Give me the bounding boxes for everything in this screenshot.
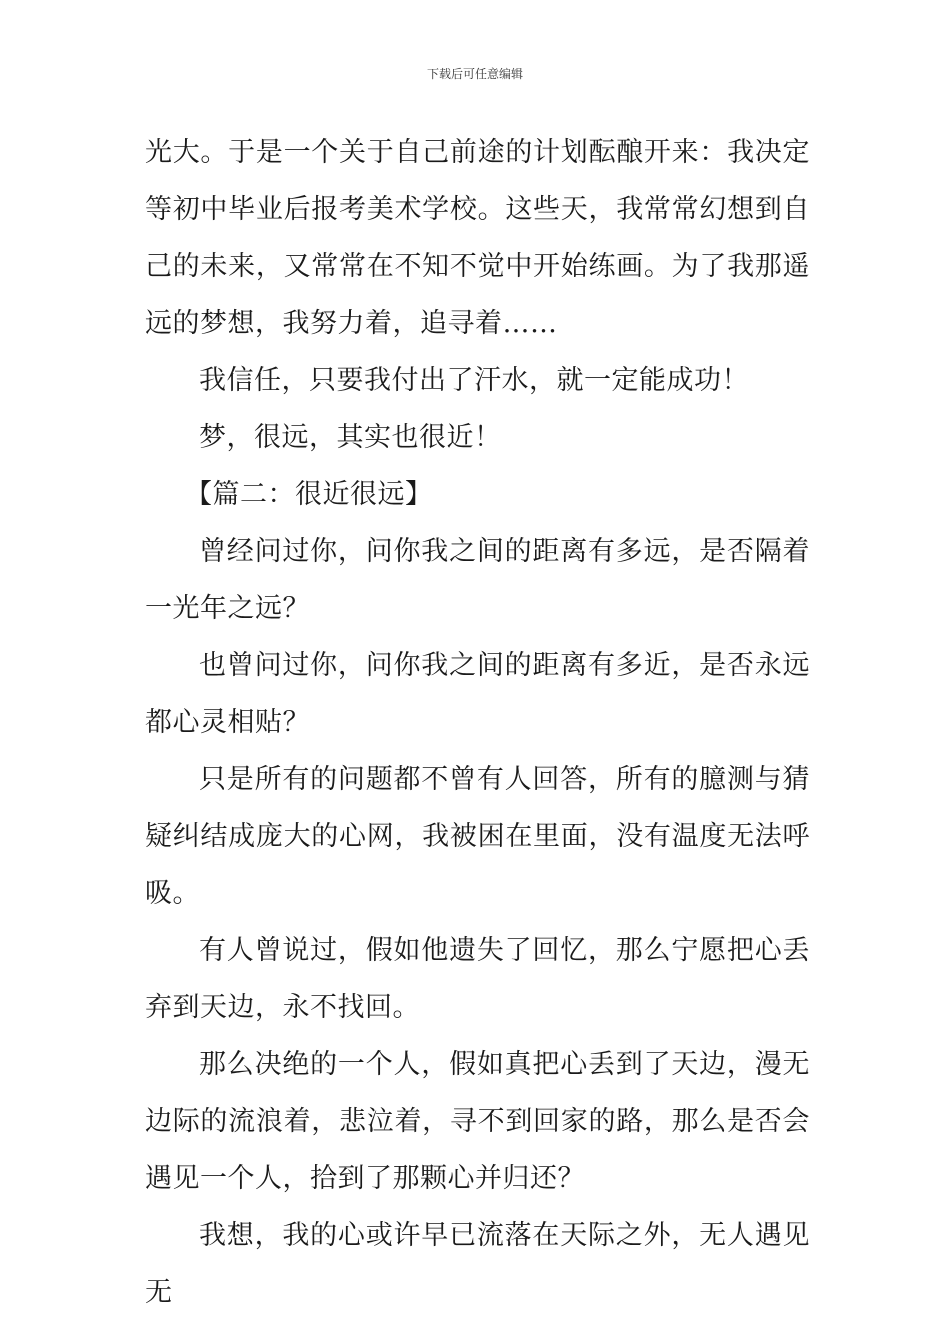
paragraph: 那么决绝的一个人，假如真把心丢到了天边，漫无边际的流浪着，悲泣着，寻不到回家的路，那么是否会遇见一个人，拾到了那颗心并归还？ xyxy=(145,1049,810,1194)
header-note: 下载后可任意编辑 xyxy=(426,67,523,81)
paragraph: 有人曾说过，假如他遗失了回忆，那么宁愿把心丢弃到天边，永不找回。 xyxy=(145,935,810,1023)
paragraph: 我想，我的心或许早已流落在天际之外，无人遇见无 xyxy=(145,1220,810,1308)
paragraph: 梦，很远，其实也很近！ xyxy=(199,422,502,453)
section-heading: 【篇二：很近很远】 xyxy=(185,479,433,510)
paragraph: 也曾问过你，问你我之间的距离有多近，是否永远都心灵相贴？ xyxy=(145,650,810,738)
paragraph: 曾经问过你，问你我之间的距离有多远，是否隔着一光年之远？ xyxy=(145,536,810,624)
paragraph: 我信任，只要我付出了汗水，就一定能成功！ xyxy=(199,365,749,396)
paragraph: 光大。于是一个关于自己前途的计划酝酿开来：我决定等初中毕业后报考美术学校。这些天，我常常幻想到自己的未来，又常常在不知不觉中开始练画。为了我那遥远的梦想，我努力着，追寻着…… xyxy=(145,137,810,339)
body-text xyxy=(145,124,810,1321)
paragraph: 只是所有的问题都不曾有人回答，所有的臆测与猜疑纠结成庞大的心网，我被困在里面，没有温度无法呼吸。 xyxy=(145,764,810,909)
